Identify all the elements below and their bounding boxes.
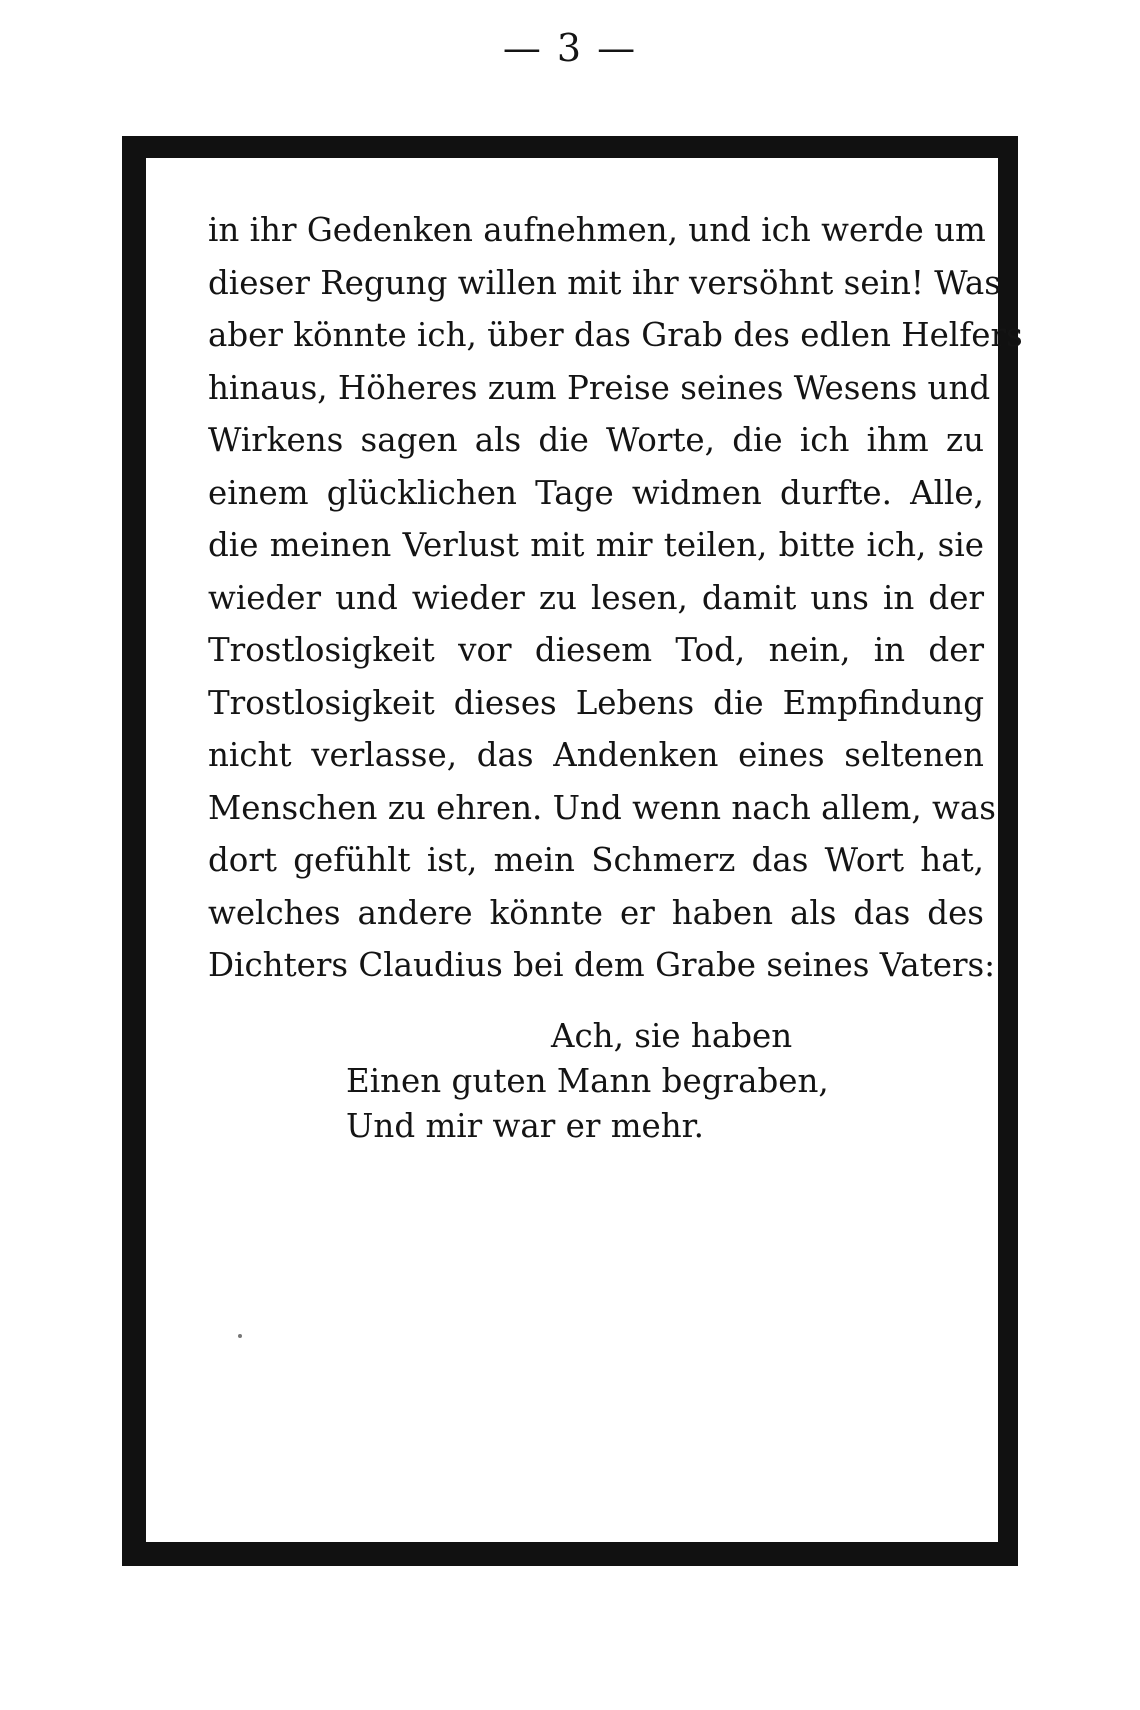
- text-line: dieser Regung willen mit ihr versöhnt sein! Was: [208, 263, 1001, 302]
- verse-line: Einen guten Mann begraben,: [346, 1062, 829, 1100]
- text-line: Trostlosigkeit vor diesem Tod, nein, in der: [208, 631, 984, 669]
- text-line: Trostlosigkeit dieses Lebens die Empfindung: [208, 683, 984, 722]
- text-line: dort gefühlt ist, mein Schmerz das Wort hat,: [208, 841, 984, 879]
- text-line: einem glücklichen Tage widmen durfte. Alle,: [208, 473, 984, 512]
- text-line: die meinen Verlust mit mir teilen, bitte ich, sie: [208, 526, 984, 564]
- verse-line: Und mir war er mehr.: [346, 1107, 704, 1145]
- verse-line: Ach, sie haben: [551, 1017, 793, 1055]
- text-line: Wirkens sagen als die Worte, die ich ihm zu: [208, 421, 984, 459]
- text-line: hinaus, Höheres zum Preise seines Wesens und: [208, 368, 991, 407]
- text-line: in ihr Gedenken aufnehmen, und ich werde um: [208, 211, 986, 249]
- print-speck: [238, 1334, 242, 1338]
- verse-quote: [346, 1014, 906, 1149]
- page-number: — 3 —: [502, 26, 638, 70]
- black-mourning-border: [122, 136, 1023, 1566]
- body-text: [208, 204, 1023, 992]
- text-line: Menschen zu ehren. Und wenn nach allem, was: [208, 788, 996, 827]
- text-line: aber könnte ich, über das Grab des edlen Helfers: [208, 316, 1023, 354]
- text-line: Dichters Claudius bei dem Grabe seines Vaters:: [208, 946, 996, 984]
- text-line: wieder und wieder zu lesen, damit uns in der: [208, 578, 984, 617]
- text-line: nicht verlasse, das Andenken eines seltenen: [208, 736, 984, 774]
- text-line: welches andere könnte er haben als das des: [208, 893, 984, 932]
